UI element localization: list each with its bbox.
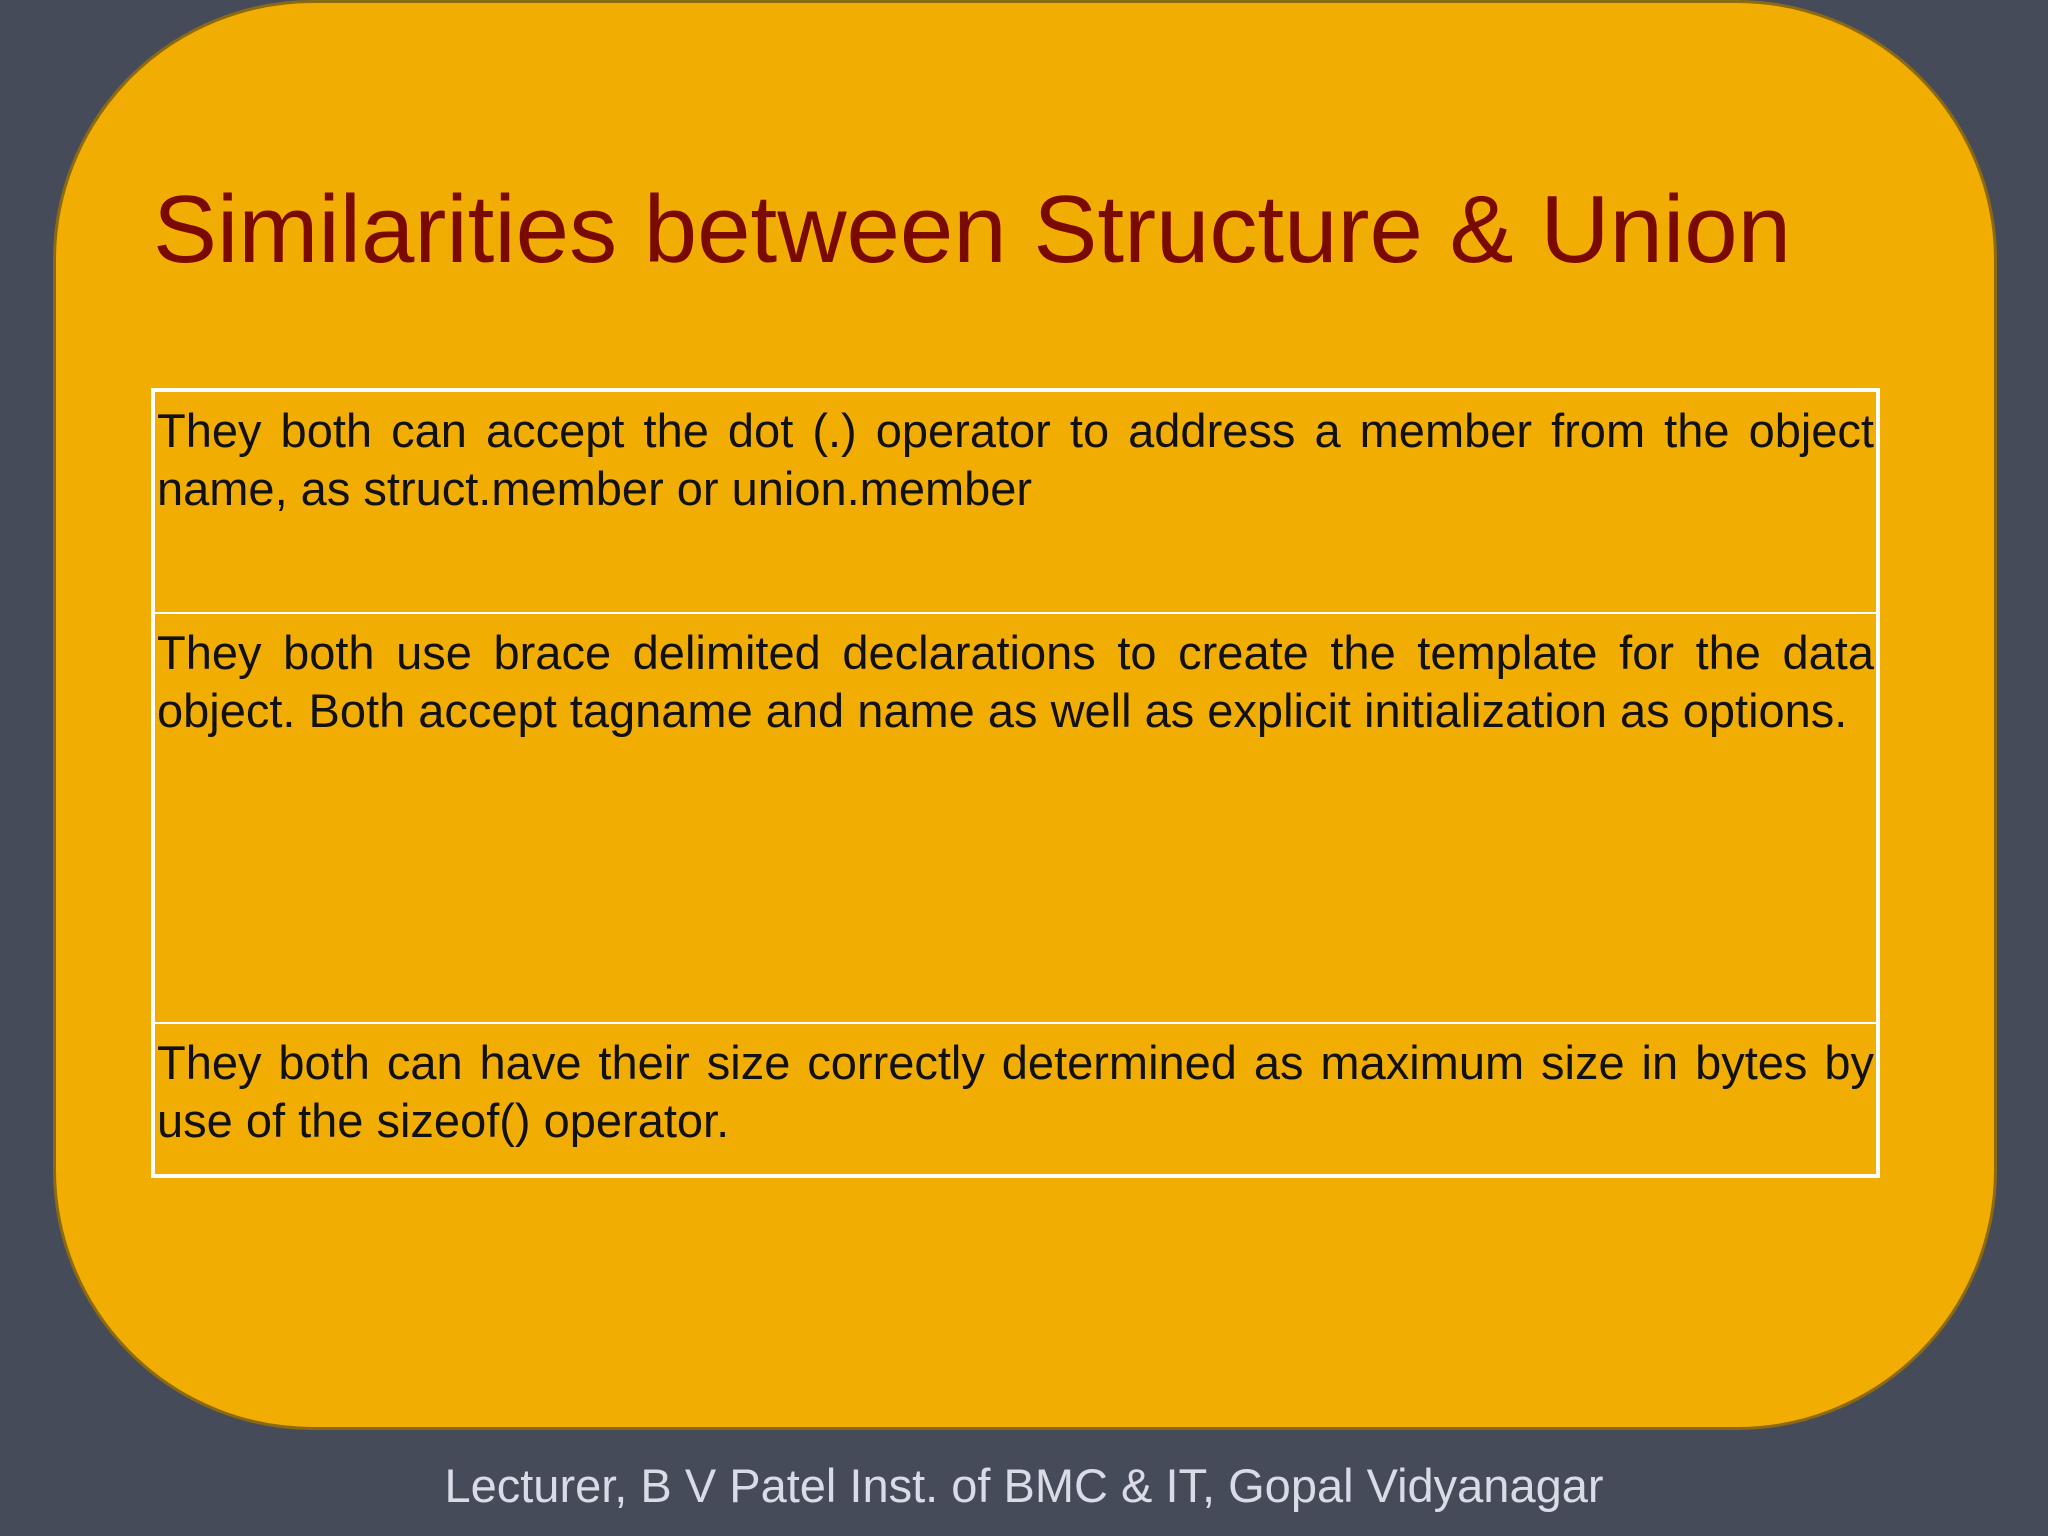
table-row bbox=[155, 614, 1876, 1024]
table-row bbox=[155, 1024, 1876, 1174]
slide-title: Similarities between Structure & Union bbox=[153, 176, 1792, 283]
similarities-table bbox=[151, 388, 1880, 1178]
table-row bbox=[155, 392, 1876, 614]
point-text-brace-declarations: They both use brace delimited declarations to create the template for the data object. Both accept tagname and name as well as explicit initialization as options. bbox=[157, 626, 1874, 737]
point-text-dot-operator: They both can accept the dot (.) operator to address a member from the object name, as struct.member or union.member bbox=[157, 404, 1874, 515]
point-text-sizeof: They both can have their size correctly determined as maximum size in bytes by use of the sizeof() operator. bbox=[157, 1036, 1874, 1147]
footer-credit: Lecturer, B V Patel Inst. of BMC & IT, Gopal Vidyanagar bbox=[444, 1459, 1604, 1512]
